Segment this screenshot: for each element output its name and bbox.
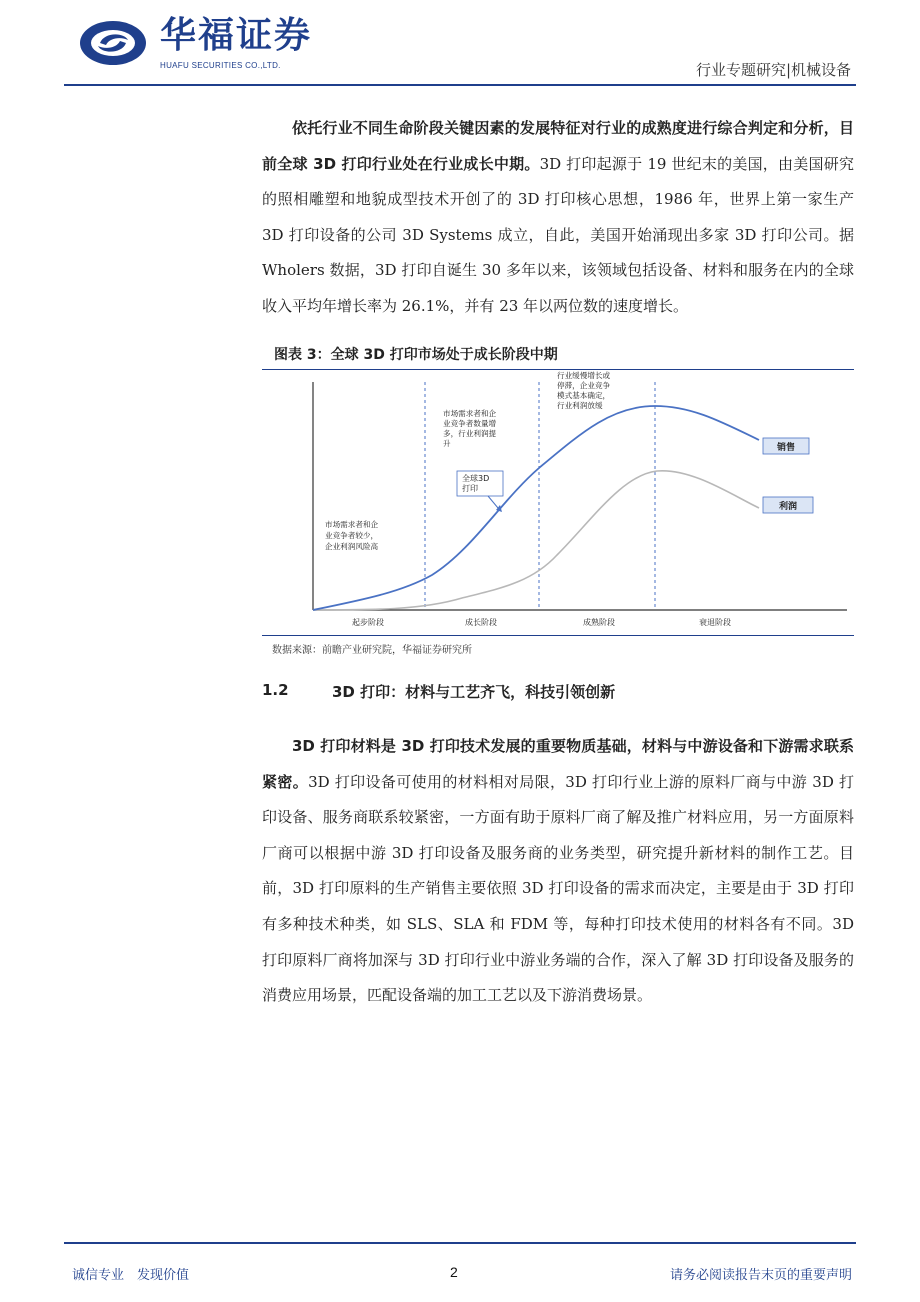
page-number: 2 [450,1264,458,1280]
section-title: 3D 打印：材料与工艺齐飞，科技引领创新 [332,683,616,701]
stage-label: 成长阶段 [465,618,497,627]
paragraph-materials-lead: 3D 打印材料是 3D 打印技术发展的重要物质基础，材料与中游设备和下游需求联系紧密。 [262,737,854,791]
annotation-mature-line: 行业缓慢增长或 [557,371,611,380]
section-number: 1.2 [262,681,289,699]
legend-label-profit: 利润 [778,502,798,512]
footer-divider [64,1242,856,1244]
figure-bottom-rule [262,635,854,636]
annotation-mature-line: 行业利润放缓 [557,401,603,410]
stage-label: 起步阶段 [352,618,384,627]
lifecycle-chart [262,370,854,635]
annotation-start-line: 市场需求者和企 [325,520,379,529]
brand-logo-icon [78,18,148,68]
marker-arrow [488,496,498,508]
annotation-growth-line: 多，行业利润提 [443,429,497,438]
annotation-mature-line: 停滞，企业竞争 [557,381,611,390]
footer-slogan: 诚信专业 发现价值 [72,1268,190,1283]
annotation-start-line: 企业利润风险高 [325,542,379,551]
annotation-growth-line: 市场需求者和企 [443,409,497,418]
brand-name-english: HUAFU SECURITIES CO.,LTD. [160,61,281,70]
marker-label-line: 打印 [462,484,478,493]
footer-disclaimer: 请务必阅读报告末页的重要声明 [669,1268,852,1283]
brand-name: 华福证券 [160,15,313,56]
annotation-growth-line: 升 [443,439,451,448]
header-divider [64,84,856,86]
report-type-label: 行业专题研究|机械设备 [695,61,851,79]
paragraph-materials-body: 3D 打印设备可使用的材料相对局限，3D 打印行业上游的原料厂商与中游 3D 打印设备、服务商联系较紧密，一方面有助于原料厂商了解及推广材料应用，另一方面原料厂商可以根据中游 3D 打印设备及服务商的业务类型，研究提升新材料的制作工艺。目前，3D 打印原料的生产销售主要依照 3D 打印设备的需求而决定，主要是由于 3D 打印有多种技术种类，如 SLS、SLA 和 FDM 等，每种打印技术使用的材料各有不同。3D 打印原料厂商将加深与 3D 打印行业中游业务端的合作，深入了解 3D 打印设备及服务的消费应用场景，匹配设备端的加工工艺以及下游消费场景。 [262,772,854,1005]
stage-label: 成熟阶段 [583,618,615,627]
series-line-sales [313,406,759,610]
series-line-profit [313,471,759,610]
paragraph-materials [262,729,854,1014]
annotation-mature-line: 模式基本确定， [557,391,611,400]
paragraph-intro-lead: 依托行业不同生命阶段关键因素的发展特征对行业的成熟度进行综合判定和分析，目前全球 3D 打印行业处在行业成长中期。 [262,119,854,173]
marker-label-line: 全球3D [462,474,490,483]
annotation-growth-line: 业竞争者数量增 [443,419,497,428]
figure-source: 数据来源：前瞻产业研究院，华福证券研究所 [272,645,472,656]
paragraph-intro [262,111,854,325]
paragraph-intro-body: 3D 打印起源于 19 世纪末的美国，由美国研究的照相雕塑和地貌成型技术开创了的 3D 打印核心思想，1986 年，世界上第一家生产 3D 打印设备的公司 3D Systems 成立，自此，美国开始涌现出多家 3D 打印公司。据 Wholers 数据，3D 打印自诞生 30 多年以来，该领域包括设备、材料和服务在内的全球收入平均年增长率为 26.1%，并有 23 年以两位数的速度增长。 [262,154,854,315]
figure-title: 图表 3：全球 3D 打印市场处于成长阶段中期 [274,347,558,363]
legend-label-sales: 销售 [776,443,796,453]
annotation-start-line: 业竞争者较少， [325,531,379,540]
stage-label: 衰退阶段 [699,618,731,627]
